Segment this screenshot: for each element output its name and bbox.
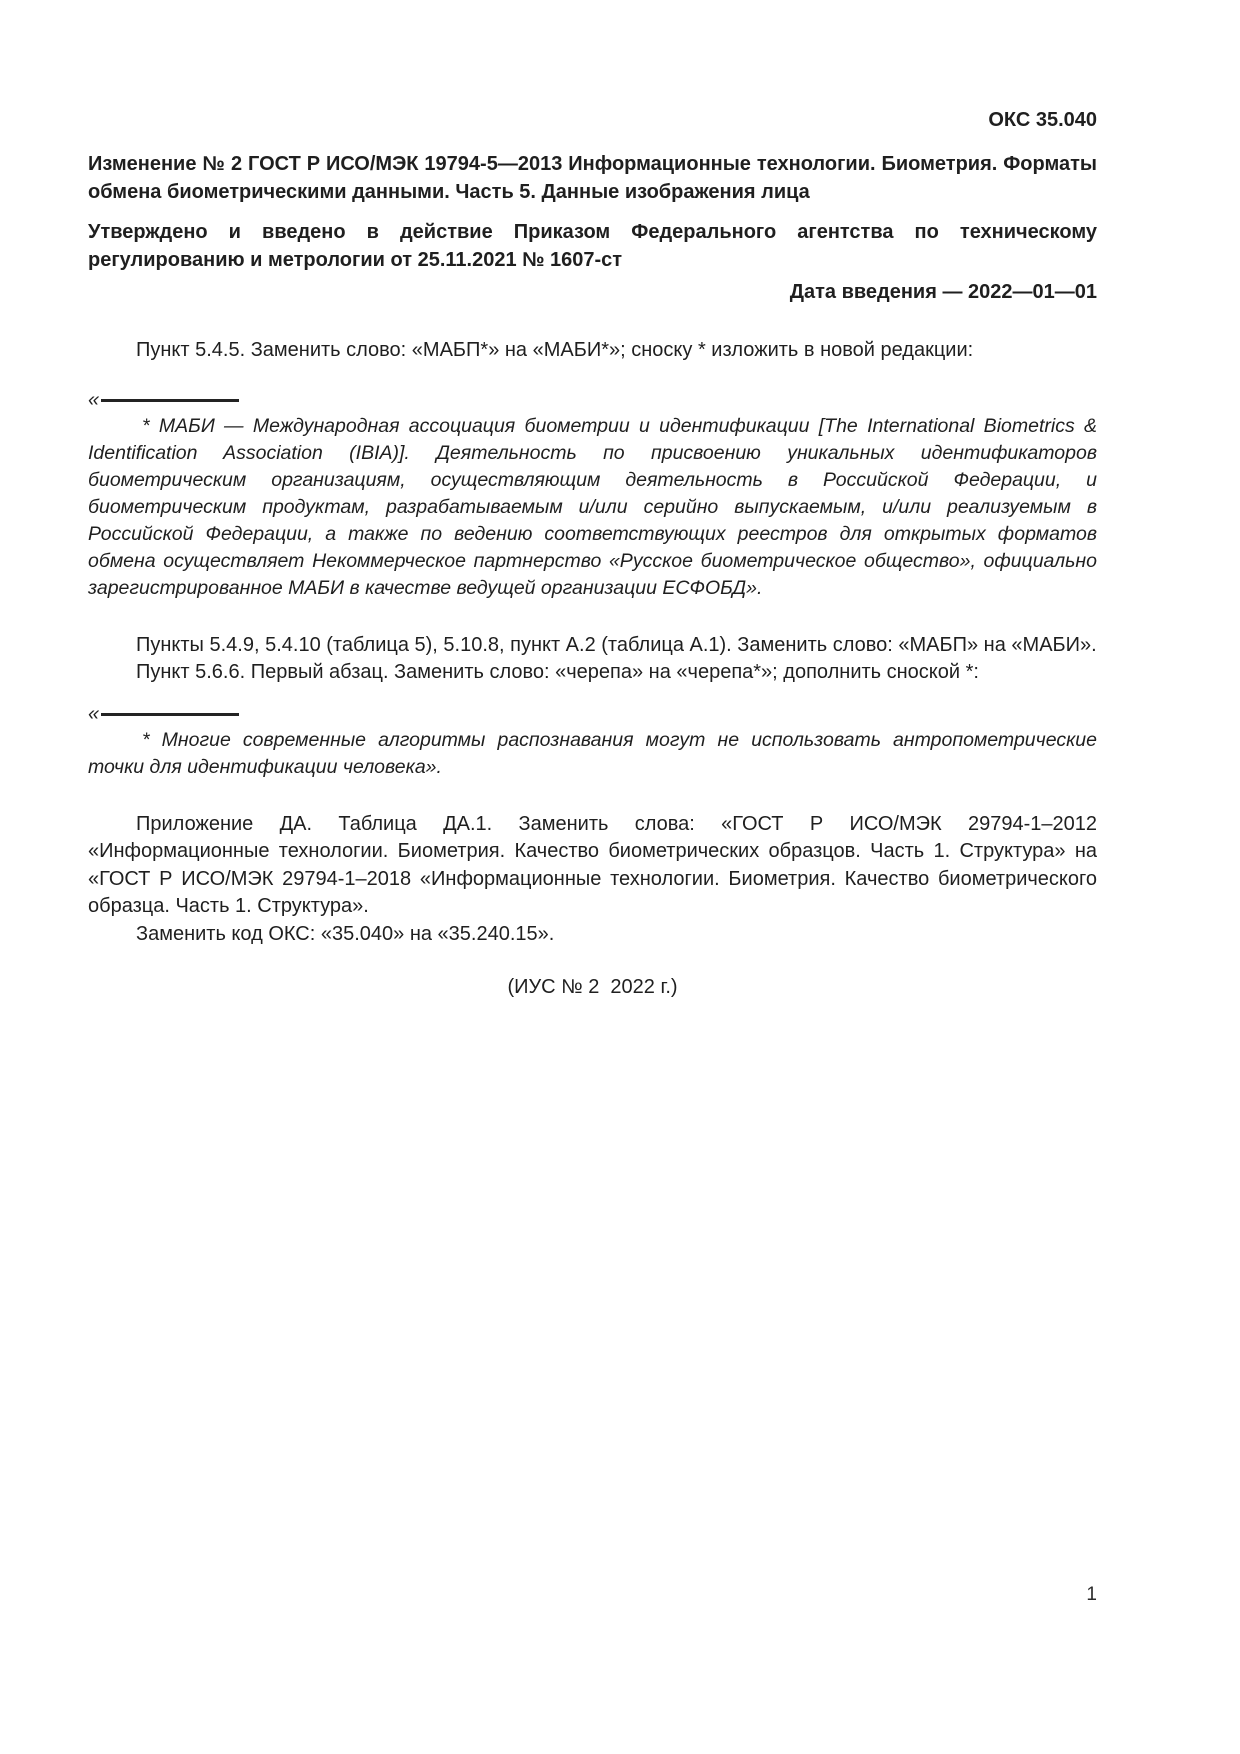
footnote-rule <box>101 399 239 402</box>
footnote-rule <box>101 713 239 716</box>
paragraph-item-5-4-5: Пункт 5.4.5. Заменить слово: «МАБП*» на «МАБИ*»; сноску * изложить в новой редакции: <box>136 339 974 361</box>
oks-code: ОКС 35.040 <box>988 109 1097 131</box>
paragraph-appendix-da: Приложение ДА. Таблица ДА.1. Заменить слова: «ГОСТ Р ИСО/МЭК 29794-1–2012 «Информационные технологии. Биометрия. Качество биометрических образцов. Часть 1. Структура» на «ГОСТ Р ИСО/МЭК 29794-1–2018 «Информационные технологии. Биометрия. Качество биометрического образца. Часть 1. Структура». <box>88 812 1097 917</box>
page-number: 1 <box>1086 1584 1097 1605</box>
paragraph-item-5-6-6: Пункт 5.6.6. Первый абзац. Заменить слово: «черепа» на «черепа*»; дополнить сноской *: <box>136 661 979 683</box>
footnote-open-quote: « <box>88 388 100 411</box>
approval-text: Утверждено и введено в действие Приказом Федерального агентства по техническому регулированию и метрологии от 25.11.2021 № 1607-ст <box>88 221 1097 271</box>
footnote-separator-2 <box>88 702 1097 725</box>
ius-reference: (ИУС № 2 2022 г.) <box>507 976 678 998</box>
paragraph-items-5-4-9: Пункты 5.4.9, 5.4.10 (таблица 5), 5.10.8, пункт А.2 (таблица А.1). Заменить слово: «МАБП» на «МАБИ». <box>136 633 1097 656</box>
footnote-algorithms-text: * Многие современные алгоритмы распознавания могут не использовать антропометрические точки для идентификации человека». <box>88 728 1097 778</box>
document-title: Изменение № 2 ГОСТ Р ИСО/МЭК 19794-5—2013 Информационные технологии. Биометрия. Форматы обмена биометрическими данными. Часть 5. Данные изображения лица <box>88 153 1097 203</box>
footnote-open-quote: « <box>88 702 100 725</box>
footnote-mabi-text: * МАБИ — Международная ассоциация биометрии и идентификации [The International Biometrics & Identification Association (IBIA)]. Деятельность по присвоению уникальных идентификаторов биометрическим организациям, осуществляющим деятельность в Российской Федерации, и биометрическим продуктам, разрабатываемым и/или серийно выпускаемым, и/или реализуемым в Российской Федерации, а также по ведению соответствующих реестров для открытых форматов обмена осуществляет Некоммерческое партнерство «Русское биометрическое общество», официально зарегистрированное МАБИ в качестве ведущей организации ЕСФОБД». <box>88 414 1097 599</box>
footnote-separator-1 <box>88 388 1097 411</box>
document-content <box>88 108 1097 1020</box>
paragraph-oks-replace: Заменить код ОКС: «35.040» на «35.240.15». <box>136 922 555 945</box>
effective-date: Дата введения — 2022—01—01 <box>789 281 1097 303</box>
